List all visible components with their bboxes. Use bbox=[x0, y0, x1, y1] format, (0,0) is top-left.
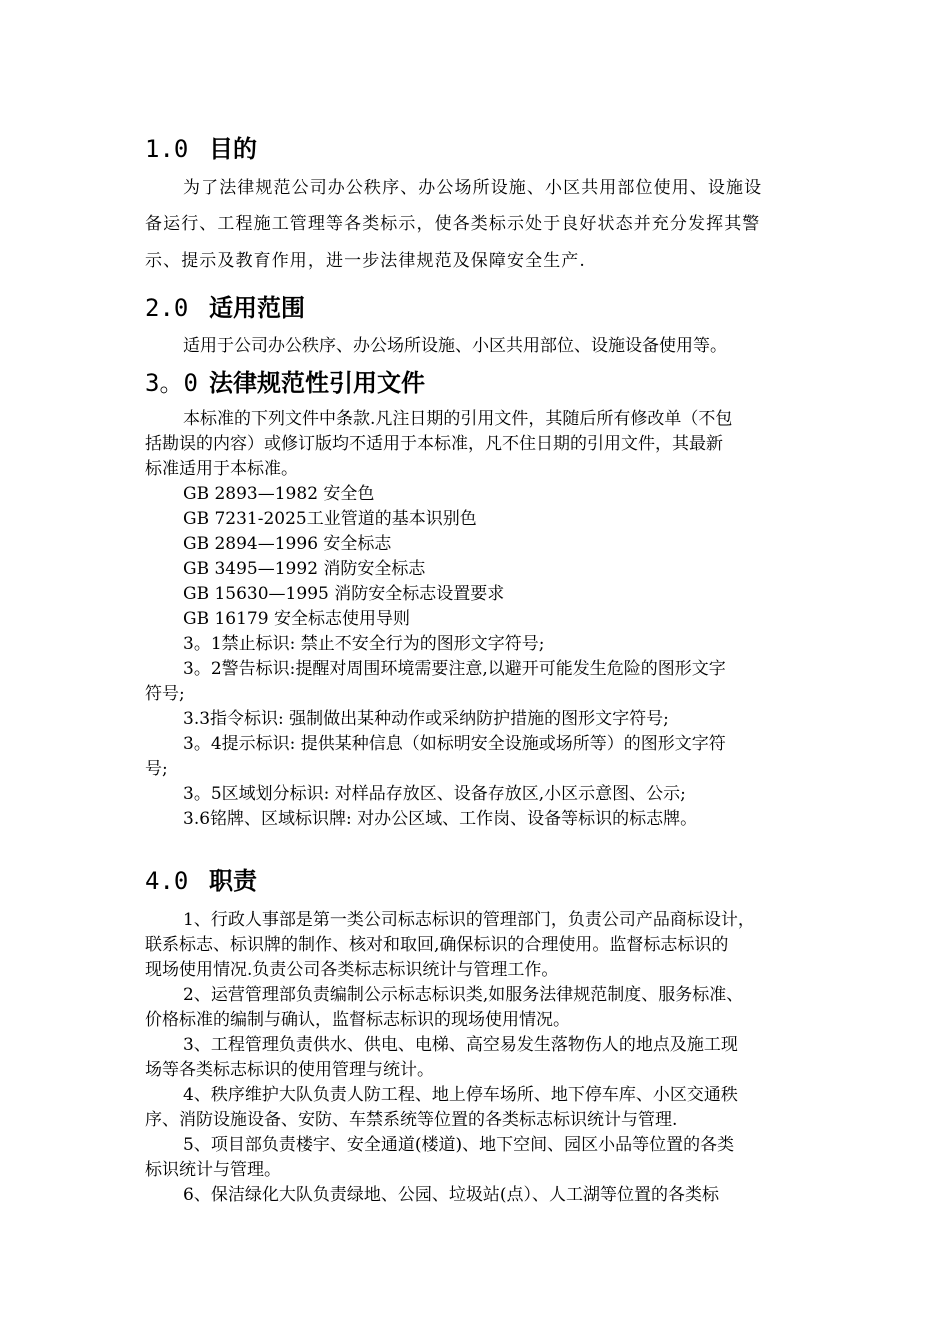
reference-standard: GB 3495—1992 消防安全标志 bbox=[183, 559, 426, 579]
section-3-heading bbox=[145, 368, 425, 398]
definition-item: 3.3指令标识: 强制做出某种动作或采纳防护措施的图形文字符号; bbox=[183, 709, 669, 729]
responsibility-line: 标识统计与管理。 bbox=[145, 1160, 281, 1180]
responsibility-line: 6、保洁绿化大队负责绿地、公园、垃圾站(点）、人工湖等位置的各类标 bbox=[183, 1185, 719, 1205]
section-2-heading bbox=[145, 293, 305, 323]
section-1-line: 备运行、工程施工管理等各类标示，使各类标示处于良好状态并充分发挥其警 bbox=[145, 214, 761, 234]
section-3-line: 本标准的下列文件中条款.凡注日期的引用文件，其随后所有修改单（不包 bbox=[183, 409, 733, 429]
section-2-title: 适用范围 bbox=[209, 294, 305, 322]
reference-standard: GB 7231-2025工业管道的基本识别色 bbox=[183, 509, 477, 529]
section-3-line: 标准适用于本标准。 bbox=[145, 459, 298, 479]
responsibility-line: 现场使用情况.负责公司各类标志标识统计与管理工作。 bbox=[145, 960, 559, 980]
responsibility-line: 5、项目部负责楼宇、安全通道(楼道)、地下空间、园区小品等位置的各类 bbox=[183, 1135, 735, 1155]
section-1-number: 1.0 bbox=[145, 135, 189, 163]
reference-standard: GB 2893—1982 安全色 bbox=[183, 484, 375, 504]
definition-item: 3。5区域划分标识: 对样品存放区、设备存放区,小区示意图、公示; bbox=[183, 784, 686, 804]
responsibility-line: 4、秩序维护大队负责人防工程、地上停车场所、地下停车库、小区交通秩 bbox=[183, 1085, 738, 1105]
section-3-line: 括勘误的内容）或修订版均不适用于本标准，凡不住日期的引用文件，其最新 bbox=[145, 434, 723, 454]
reference-standard: GB 16179 安全标志使用导则 bbox=[183, 609, 410, 629]
reference-standard: GB 2894—1996 安全标志 bbox=[183, 534, 392, 554]
responsibility-line: 3、工程管理负责供水、供电、电梯、高空易发生落物伤人的地点及施工现 bbox=[183, 1035, 738, 1055]
responsibility-line: 价格标准的编制与确认，监督标志标识的现场使用情况。 bbox=[145, 1010, 570, 1030]
definition-item: 3。1禁止标识: 禁止不安全行为的图形文字符号; bbox=[183, 634, 545, 654]
section-4-number: 4.0 bbox=[145, 867, 189, 895]
section-2-number: 2.0 bbox=[145, 294, 189, 322]
section-3-title: 法律规范性引用文件 bbox=[209, 369, 425, 397]
reference-standard: GB 15630—1995 消防安全标志设置要求 bbox=[183, 584, 505, 604]
definition-item-continuation: 符号; bbox=[145, 684, 185, 704]
section-1-line: 示、提示及教育作用，进一步法律规范及保障安全生产. bbox=[145, 251, 586, 271]
section-1-title: 目的 bbox=[209, 135, 257, 163]
responsibility-line: 序、消防设施设备、安防、车禁系统等位置的各类标志标识统计与管理. bbox=[145, 1110, 678, 1130]
definition-item: 3.6铭牌、区域标识牌: 对办公区域、工作岗、设备等标识的标志牌。 bbox=[183, 809, 698, 829]
section-4-heading bbox=[145, 866, 257, 896]
section-4-title: 职责 bbox=[209, 867, 257, 895]
section-1-line: 为了法律规范公司办公秩序、办公场所设施、小区共用部位使用、设施设 bbox=[183, 178, 763, 198]
definition-item: 3。2警告标识:提醒对周围环境需要注意,以避开可能发生危险的图形文字 bbox=[183, 659, 726, 679]
responsibility-line: 2、运营管理部负责编制公示标志标识类,如服务法律规范制度、服务标准、 bbox=[183, 985, 744, 1005]
section-2-line: 适用于公司办公秩序、办公场所设施、小区共用部位、设施设备使用等。 bbox=[183, 336, 727, 356]
responsibility-line: 场等各类标志标识的使用管理与统计。 bbox=[145, 1060, 434, 1080]
section-1-heading bbox=[145, 134, 257, 164]
section-3-number: 3。0 bbox=[145, 369, 198, 397]
responsibility-line: 1、行政人事部是第一类公司标志标识的管理部门，负责公司产品商标设计， bbox=[183, 910, 755, 930]
responsibility-line: 联系标志、标识牌的制作、核对和取回,确保标识的合理使用。监督标志标识的 bbox=[145, 935, 729, 955]
definition-item-continuation: 号; bbox=[145, 759, 168, 779]
definition-item: 3。4提示标识: 提供某种信息（如标明安全设施或场所等）的图形文字符 bbox=[183, 734, 726, 754]
